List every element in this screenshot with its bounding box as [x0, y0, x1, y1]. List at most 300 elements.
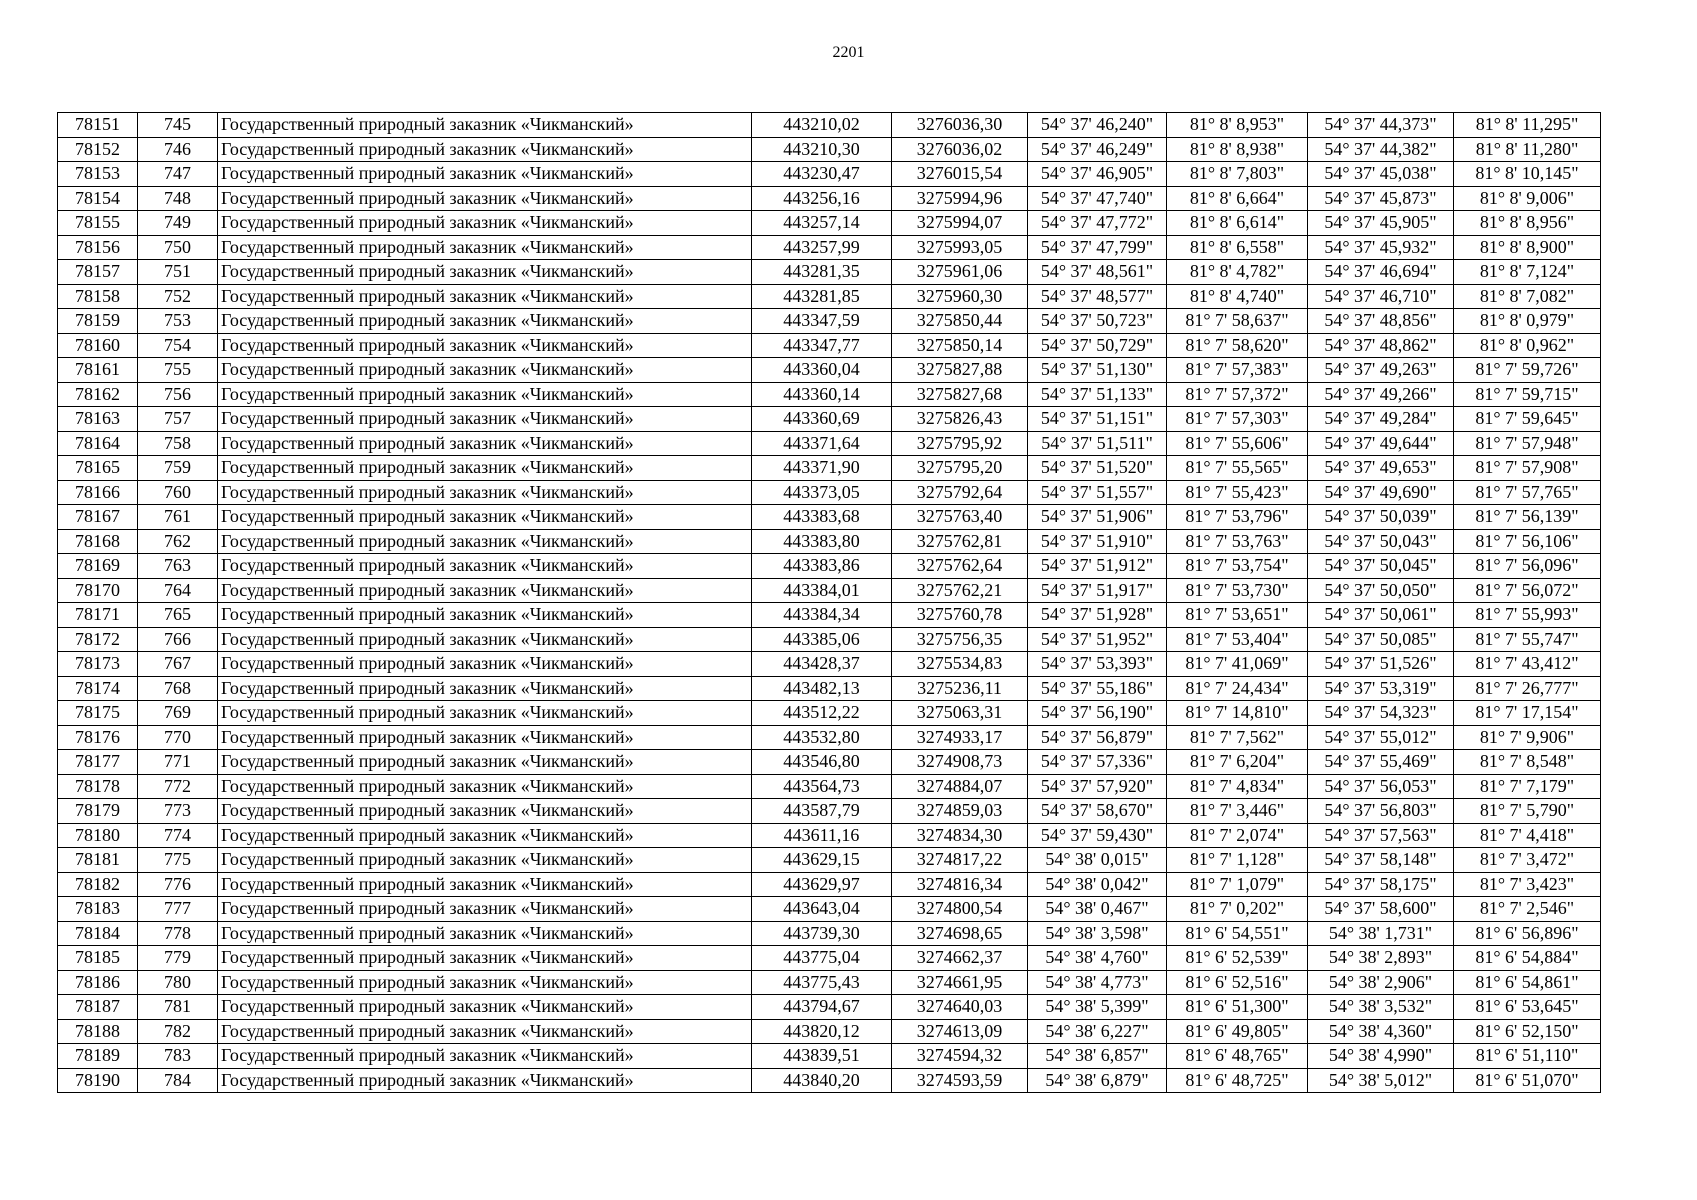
point-number-cell: 752: [138, 284, 218, 309]
row-number-cell: 78188: [58, 1019, 138, 1044]
latitude-2-cell: 54° 37' 49,644": [1308, 431, 1454, 456]
longitude-1-cell: 81° 8' 6,664": [1167, 186, 1308, 211]
coord-y-cell: 3274613,09: [892, 1019, 1028, 1044]
zone-name-cell: Государственный природный заказник «Чикманский»: [218, 529, 752, 554]
point-number-cell: 759: [138, 456, 218, 481]
longitude-2-cell: 81° 7' 9,906": [1454, 725, 1601, 750]
latitude-2-cell: 54° 37' 50,061": [1308, 603, 1454, 628]
row-number-cell: 78170: [58, 578, 138, 603]
coord-x-cell: 443383,86: [752, 554, 892, 579]
coord-x-cell: 443775,43: [752, 970, 892, 995]
table-row: [58, 1044, 1601, 1069]
zone-name-cell: Государственный природный заказник «Чикманский»: [218, 725, 752, 750]
longitude-1-cell: 81° 7' 1,128": [1167, 848, 1308, 873]
zone-name-cell: Государственный природный заказник «Чикманский»: [218, 995, 752, 1020]
row-number-cell: 78175: [58, 701, 138, 726]
latitude-2-cell: 54° 37' 56,803": [1308, 799, 1454, 824]
row-number-cell: 78186: [58, 970, 138, 995]
table-row: [58, 505, 1601, 530]
row-number-cell: 78164: [58, 431, 138, 456]
point-number-cell: 760: [138, 480, 218, 505]
table-row: [58, 162, 1601, 187]
row-number-cell: 78166: [58, 480, 138, 505]
table-row: [58, 627, 1601, 652]
row-number-cell: 78178: [58, 774, 138, 799]
latitude-1-cell: 54° 37' 57,336": [1028, 750, 1167, 775]
point-number-cell: 782: [138, 1019, 218, 1044]
point-number-cell: 784: [138, 1068, 218, 1093]
longitude-1-cell: 81° 8' 6,614": [1167, 211, 1308, 236]
latitude-1-cell: 54° 37' 56,190": [1028, 701, 1167, 726]
coord-y-cell: 3274662,37: [892, 946, 1028, 971]
latitude-1-cell: 54° 37' 51,917": [1028, 578, 1167, 603]
point-number-cell: 756: [138, 382, 218, 407]
point-number-cell: 775: [138, 848, 218, 873]
latitude-1-cell: 54° 37' 47,772": [1028, 211, 1167, 236]
longitude-1-cell: 81° 7' 3,446": [1167, 799, 1308, 824]
latitude-1-cell: 54° 37' 58,670": [1028, 799, 1167, 824]
row-number-cell: 78153: [58, 162, 138, 187]
longitude-1-cell: 81° 7' 53,651": [1167, 603, 1308, 628]
point-number-cell: 748: [138, 186, 218, 211]
point-number-cell: 772: [138, 774, 218, 799]
longitude-2-cell: 81° 6' 54,861": [1454, 970, 1601, 995]
zone-name-cell: Государственный природный заказник «Чикманский»: [218, 578, 752, 603]
coord-x-cell: 443532,80: [752, 725, 892, 750]
coord-x-cell: 443820,12: [752, 1019, 892, 1044]
latitude-1-cell: 54° 37' 51,910": [1028, 529, 1167, 554]
coord-y-cell: 3275792,64: [892, 480, 1028, 505]
zone-name-cell: Государственный природный заказник «Чикманский»: [218, 407, 752, 432]
coord-y-cell: 3274884,07: [892, 774, 1028, 799]
zone-name-cell: Государственный природный заказник «Чикманский»: [218, 1044, 752, 1069]
longitude-1-cell: 81° 8' 8,938": [1167, 137, 1308, 162]
longitude-2-cell: 81° 7' 8,548": [1454, 750, 1601, 775]
latitude-1-cell: 54° 37' 55,186": [1028, 676, 1167, 701]
coord-x-cell: 443371,64: [752, 431, 892, 456]
longitude-1-cell: 81° 7' 24,434": [1167, 676, 1308, 701]
longitude-2-cell: 81° 8' 8,900": [1454, 235, 1601, 260]
zone-name-cell: Государственный природный заказник «Чикманский»: [218, 235, 752, 260]
row-number-cell: 78161: [58, 358, 138, 383]
coord-x-cell: 443512,22: [752, 701, 892, 726]
longitude-1-cell: 81° 7' 55,565": [1167, 456, 1308, 481]
row-number-cell: 78152: [58, 137, 138, 162]
latitude-2-cell: 54° 37' 45,932": [1308, 235, 1454, 260]
longitude-2-cell: 81° 7' 59,726": [1454, 358, 1601, 383]
zone-name-cell: Государственный природный заказник «Чикманский»: [218, 162, 752, 187]
latitude-2-cell: 54° 37' 49,263": [1308, 358, 1454, 383]
latitude-1-cell: 54° 37' 51,520": [1028, 456, 1167, 481]
latitude-2-cell: 54° 37' 49,266": [1308, 382, 1454, 407]
zone-name-cell: Государственный природный заказник «Чикманский»: [218, 774, 752, 799]
coord-x-cell: 443643,04: [752, 897, 892, 922]
longitude-2-cell: 81° 7' 4,418": [1454, 823, 1601, 848]
table-row: [58, 848, 1601, 873]
coord-y-cell: 3275534,83: [892, 652, 1028, 677]
coord-x-cell: 443281,35: [752, 260, 892, 285]
coord-y-cell: 3275961,06: [892, 260, 1028, 285]
longitude-1-cell: 81° 8' 6,558": [1167, 235, 1308, 260]
latitude-2-cell: 54° 37' 58,175": [1308, 872, 1454, 897]
zone-name-cell: Государственный природный заказник «Чикманский»: [218, 701, 752, 726]
coord-x-cell: 443482,13: [752, 676, 892, 701]
coord-x-cell: 443385,06: [752, 627, 892, 652]
coord-x-cell: 443775,04: [752, 946, 892, 971]
latitude-2-cell: 54° 37' 56,053": [1308, 774, 1454, 799]
latitude-1-cell: 54° 37' 51,912": [1028, 554, 1167, 579]
zone-name-cell: Государственный природный заказник «Чикманский»: [218, 750, 752, 775]
zone-name-cell: Государственный природный заказник «Чикманский»: [218, 358, 752, 383]
coord-y-cell: 3274908,73: [892, 750, 1028, 775]
zone-name-cell: Государственный природный заказник «Чикманский»: [218, 137, 752, 162]
longitude-2-cell: 81° 8' 0,962": [1454, 333, 1601, 358]
row-number-cell: 78169: [58, 554, 138, 579]
zone-name-cell: Государственный природный заказник «Чикманский»: [218, 872, 752, 897]
latitude-2-cell: 54° 37' 50,045": [1308, 554, 1454, 579]
longitude-2-cell: 81° 7' 7,179": [1454, 774, 1601, 799]
latitude-2-cell: 54° 37' 50,085": [1308, 627, 1454, 652]
latitude-1-cell: 54° 37' 51,133": [1028, 382, 1167, 407]
point-number-cell: 749: [138, 211, 218, 236]
coord-x-cell: 443611,16: [752, 823, 892, 848]
coord-y-cell: 3275762,64: [892, 554, 1028, 579]
coord-y-cell: 3274933,17: [892, 725, 1028, 750]
longitude-2-cell: 81° 6' 52,150": [1454, 1019, 1601, 1044]
row-number-cell: 78177: [58, 750, 138, 775]
zone-name-cell: Государственный природный заказник «Чикманский»: [218, 333, 752, 358]
latitude-2-cell: 54° 38' 2,893": [1308, 946, 1454, 971]
coord-y-cell: 3275760,78: [892, 603, 1028, 628]
table-row: [58, 309, 1601, 334]
coord-y-cell: 3275763,40: [892, 505, 1028, 530]
latitude-2-cell: 54° 37' 53,319": [1308, 676, 1454, 701]
table-row: [58, 407, 1601, 432]
latitude-2-cell: 54° 37' 55,012": [1308, 725, 1454, 750]
latitude-2-cell: 54° 38' 1,731": [1308, 921, 1454, 946]
latitude-2-cell: 54° 37' 50,050": [1308, 578, 1454, 603]
table-row: [58, 652, 1601, 677]
point-number-cell: 767: [138, 652, 218, 677]
coord-x-cell: 443210,30: [752, 137, 892, 162]
row-number-cell: 78185: [58, 946, 138, 971]
longitude-2-cell: 81° 7' 57,765": [1454, 480, 1601, 505]
coord-x-cell: 443347,77: [752, 333, 892, 358]
row-number-cell: 78187: [58, 995, 138, 1020]
table-row: [58, 897, 1601, 922]
coord-y-cell: 3275994,96: [892, 186, 1028, 211]
row-number-cell: 78158: [58, 284, 138, 309]
latitude-1-cell: 54° 38' 0,042": [1028, 872, 1167, 897]
latitude-1-cell: 54° 37' 48,577": [1028, 284, 1167, 309]
longitude-1-cell: 81° 6' 48,765": [1167, 1044, 1308, 1069]
point-number-cell: 751: [138, 260, 218, 285]
longitude-1-cell: 81° 7' 55,606": [1167, 431, 1308, 456]
longitude-2-cell: 81° 8' 9,006": [1454, 186, 1601, 211]
coord-x-cell: 443210,02: [752, 113, 892, 138]
zone-name-cell: Государственный природный заказник «Чикманский»: [218, 260, 752, 285]
longitude-2-cell: 81° 7' 43,412": [1454, 652, 1601, 677]
coord-x-cell: 443281,85: [752, 284, 892, 309]
longitude-2-cell: 81° 6' 56,896": [1454, 921, 1601, 946]
row-number-cell: 78159: [58, 309, 138, 334]
latitude-2-cell: 54° 37' 45,873": [1308, 186, 1454, 211]
longitude-2-cell: 81° 8' 10,145": [1454, 162, 1601, 187]
latitude-2-cell: 54° 37' 58,600": [1308, 897, 1454, 922]
table-row: [58, 603, 1601, 628]
table-body: [58, 113, 1601, 1093]
zone-name-cell: Государственный природный заказник «Чикманский»: [218, 897, 752, 922]
coord-x-cell: 443564,73: [752, 774, 892, 799]
longitude-2-cell: 81° 7' 3,472": [1454, 848, 1601, 873]
table-row: [58, 358, 1601, 383]
row-number-cell: 78167: [58, 505, 138, 530]
latitude-2-cell: 54° 37' 55,469": [1308, 750, 1454, 775]
table-row: [58, 480, 1601, 505]
zone-name-cell: Государственный природный заказник «Чикманский»: [218, 113, 752, 138]
point-number-cell: 780: [138, 970, 218, 995]
coord-y-cell: 3275960,30: [892, 284, 1028, 309]
row-number-cell: 78160: [58, 333, 138, 358]
coord-y-cell: 3275795,20: [892, 456, 1028, 481]
coord-x-cell: 443360,14: [752, 382, 892, 407]
row-number-cell: 78154: [58, 186, 138, 211]
coord-y-cell: 3274816,34: [892, 872, 1028, 897]
longitude-1-cell: 81° 7' 2,074": [1167, 823, 1308, 848]
coord-y-cell: 3274640,03: [892, 995, 1028, 1020]
coord-x-cell: 443629,15: [752, 848, 892, 873]
longitude-1-cell: 81° 7' 6,204": [1167, 750, 1308, 775]
longitude-2-cell: 81° 7' 55,747": [1454, 627, 1601, 652]
longitude-1-cell: 81° 7' 58,620": [1167, 333, 1308, 358]
table-row: [58, 382, 1601, 407]
coord-y-cell: 3274834,30: [892, 823, 1028, 848]
zone-name-cell: Государственный природный заказник «Чикманский»: [218, 848, 752, 873]
latitude-2-cell: 54° 37' 44,373": [1308, 113, 1454, 138]
coord-x-cell: 443839,51: [752, 1044, 892, 1069]
coord-y-cell: 3276015,54: [892, 162, 1028, 187]
latitude-2-cell: 54° 37' 54,323": [1308, 701, 1454, 726]
point-number-cell: 778: [138, 921, 218, 946]
longitude-1-cell: 81° 7' 7,562": [1167, 725, 1308, 750]
row-number-cell: 78172: [58, 627, 138, 652]
table-row: [58, 799, 1601, 824]
latitude-1-cell: 54° 37' 51,130": [1028, 358, 1167, 383]
latitude-1-cell: 54° 37' 47,799": [1028, 235, 1167, 260]
point-number-cell: 777: [138, 897, 218, 922]
row-number-cell: 78189: [58, 1044, 138, 1069]
row-number-cell: 78179: [58, 799, 138, 824]
coord-y-cell: 3275762,81: [892, 529, 1028, 554]
table-row: [58, 137, 1601, 162]
point-number-cell: 783: [138, 1044, 218, 1069]
coord-x-cell: 443840,20: [752, 1068, 892, 1093]
coord-y-cell: 3274698,65: [892, 921, 1028, 946]
table-row: [58, 260, 1601, 285]
page-number: 2201: [832, 44, 865, 61]
point-number-cell: 747: [138, 162, 218, 187]
longitude-2-cell: 81° 6' 51,110": [1454, 1044, 1601, 1069]
latitude-2-cell: 54° 37' 48,856": [1308, 309, 1454, 334]
coord-y-cell: 3275795,92: [892, 431, 1028, 456]
point-number-cell: 753: [138, 309, 218, 334]
point-number-cell: 763: [138, 554, 218, 579]
point-number-cell: 762: [138, 529, 218, 554]
row-number-cell: 78157: [58, 260, 138, 285]
coord-y-cell: 3275762,21: [892, 578, 1028, 603]
coord-x-cell: 443371,90: [752, 456, 892, 481]
longitude-2-cell: 81° 7' 57,948": [1454, 431, 1601, 456]
zone-name-cell: Государственный природный заказник «Чикманский»: [218, 921, 752, 946]
table-row: [58, 554, 1601, 579]
table-row: [58, 701, 1601, 726]
zone-name-cell: Государственный природный заказник «Чикманский»: [218, 1019, 752, 1044]
row-number-cell: 78165: [58, 456, 138, 481]
table-row: [58, 1019, 1601, 1044]
row-number-cell: 78174: [58, 676, 138, 701]
longitude-1-cell: 81° 7' 53,796": [1167, 505, 1308, 530]
zone-name-cell: Государственный природный заказник «Чикманский»: [218, 431, 752, 456]
latitude-2-cell: 54° 37' 45,905": [1308, 211, 1454, 236]
latitude-1-cell: 54° 37' 48,561": [1028, 260, 1167, 285]
point-number-cell: 764: [138, 578, 218, 603]
point-number-cell: 750: [138, 235, 218, 260]
latitude-1-cell: 54° 37' 51,906": [1028, 505, 1167, 530]
row-number-cell: 78168: [58, 529, 138, 554]
latitude-1-cell: 54° 38' 4,773": [1028, 970, 1167, 995]
longitude-2-cell: 81° 6' 54,884": [1454, 946, 1601, 971]
row-number-cell: 78180: [58, 823, 138, 848]
point-number-cell: 758: [138, 431, 218, 456]
coord-y-cell: 3274593,59: [892, 1068, 1028, 1093]
longitude-1-cell: 81° 7' 4,834": [1167, 774, 1308, 799]
longitude-1-cell: 81° 8' 4,782": [1167, 260, 1308, 285]
zone-name-cell: Государственный природный заказник «Чикманский»: [218, 186, 752, 211]
latitude-2-cell: 54° 37' 51,526": [1308, 652, 1454, 677]
row-number-cell: 78171: [58, 603, 138, 628]
longitude-1-cell: 81° 8' 8,953": [1167, 113, 1308, 138]
coord-x-cell: 443587,79: [752, 799, 892, 824]
zone-name-cell: Государственный природный заказник «Чикманский»: [218, 603, 752, 628]
table-row: [58, 921, 1601, 946]
longitude-2-cell: 81° 8' 0,979": [1454, 309, 1601, 334]
coord-x-cell: 443546,80: [752, 750, 892, 775]
coord-y-cell: 3275850,14: [892, 333, 1028, 358]
latitude-1-cell: 54° 38' 6,879": [1028, 1068, 1167, 1093]
longitude-1-cell: 81° 7' 53,730": [1167, 578, 1308, 603]
latitude-2-cell: 54° 37' 50,039": [1308, 505, 1454, 530]
table-row: [58, 676, 1601, 701]
coord-x-cell: 443794,67: [752, 995, 892, 1020]
table-row: [58, 750, 1601, 775]
latitude-2-cell: 54° 37' 50,043": [1308, 529, 1454, 554]
point-number-cell: 770: [138, 725, 218, 750]
table-row: [58, 186, 1601, 211]
point-number-cell: 769: [138, 701, 218, 726]
zone-name-cell: Государственный природный заказник «Чикманский»: [218, 799, 752, 824]
latitude-2-cell: 54° 38' 5,012": [1308, 1068, 1454, 1093]
coord-x-cell: 443428,37: [752, 652, 892, 677]
zone-name-cell: Государственный природный заказник «Чикманский»: [218, 284, 752, 309]
zone-name-cell: Государственный природный заказник «Чикманский»: [218, 309, 752, 334]
coord-x-cell: 443739,30: [752, 921, 892, 946]
latitude-1-cell: 54° 37' 53,393": [1028, 652, 1167, 677]
latitude-2-cell: 54° 37' 48,862": [1308, 333, 1454, 358]
coord-y-cell: 3274594,32: [892, 1044, 1028, 1069]
point-number-cell: 754: [138, 333, 218, 358]
longitude-2-cell: 81° 8' 11,280": [1454, 137, 1601, 162]
point-number-cell: 755: [138, 358, 218, 383]
coord-y-cell: 3276036,02: [892, 137, 1028, 162]
coord-y-cell: 3275826,43: [892, 407, 1028, 432]
coord-y-cell: 3274817,22: [892, 848, 1028, 873]
longitude-1-cell: 81° 7' 53,404": [1167, 627, 1308, 652]
latitude-2-cell: 54° 37' 45,038": [1308, 162, 1454, 187]
longitude-1-cell: 81° 7' 53,763": [1167, 529, 1308, 554]
latitude-2-cell: 54° 37' 49,284": [1308, 407, 1454, 432]
coord-x-cell: 443360,04: [752, 358, 892, 383]
longitude-2-cell: 81° 7' 59,715": [1454, 382, 1601, 407]
latitude-1-cell: 54° 37' 47,740": [1028, 186, 1167, 211]
table-row: [58, 725, 1601, 750]
zone-name-cell: Государственный природный заказник «Чикманский»: [218, 627, 752, 652]
zone-name-cell: Государственный природный заказник «Чикманский»: [218, 554, 752, 579]
longitude-1-cell: 81° 6' 52,539": [1167, 946, 1308, 971]
zone-name-cell: Государственный природный заказник «Чикманский»: [218, 676, 752, 701]
row-number-cell: 78182: [58, 872, 138, 897]
table-row: [58, 211, 1601, 236]
table-row: [58, 456, 1601, 481]
latitude-1-cell: 54° 37' 50,729": [1028, 333, 1167, 358]
zone-name-cell: Государственный природный заказник «Чикманский»: [218, 505, 752, 530]
latitude-2-cell: 54° 37' 44,382": [1308, 137, 1454, 162]
zone-name-cell: Государственный природный заказник «Чикманский»: [218, 480, 752, 505]
longitude-2-cell: 81° 6' 53,645": [1454, 995, 1601, 1020]
longitude-1-cell: 81° 6' 48,725": [1167, 1068, 1308, 1093]
point-number-cell: 765: [138, 603, 218, 628]
coord-x-cell: 443383,68: [752, 505, 892, 530]
latitude-2-cell: 54° 37' 58,148": [1308, 848, 1454, 873]
coord-y-cell: 3275827,88: [892, 358, 1028, 383]
latitude-1-cell: 54° 38' 0,015": [1028, 848, 1167, 873]
latitude-1-cell: 54° 37' 46,249": [1028, 137, 1167, 162]
coord-x-cell: 443384,01: [752, 578, 892, 603]
longitude-2-cell: 81° 7' 56,106": [1454, 529, 1601, 554]
latitude-2-cell: 54° 37' 46,710": [1308, 284, 1454, 309]
latitude-2-cell: 54° 37' 57,563": [1308, 823, 1454, 848]
latitude-1-cell: 54° 37' 46,905": [1028, 162, 1167, 187]
latitude-1-cell: 54° 38' 5,399": [1028, 995, 1167, 1020]
longitude-2-cell: 81° 7' 56,139": [1454, 505, 1601, 530]
zone-name-cell: Государственный природный заказник «Чикманский»: [218, 823, 752, 848]
zone-name-cell: Государственный природный заказник «Чикманский»: [218, 946, 752, 971]
point-number-cell: 745: [138, 113, 218, 138]
coord-x-cell: 443347,59: [752, 309, 892, 334]
latitude-1-cell: 54° 37' 51,557": [1028, 480, 1167, 505]
table-row: [58, 970, 1601, 995]
coord-y-cell: 3275063,31: [892, 701, 1028, 726]
coord-x-cell: 443257,14: [752, 211, 892, 236]
longitude-2-cell: 81° 7' 3,423": [1454, 872, 1601, 897]
coord-x-cell: 443629,97: [752, 872, 892, 897]
point-number-cell: 768: [138, 676, 218, 701]
longitude-1-cell: 81° 7' 41,069": [1167, 652, 1308, 677]
point-number-cell: 773: [138, 799, 218, 824]
coord-y-cell: 3275756,35: [892, 627, 1028, 652]
latitude-1-cell: 54° 37' 51,511": [1028, 431, 1167, 456]
longitude-2-cell: 81° 7' 56,096": [1454, 554, 1601, 579]
table-row: [58, 774, 1601, 799]
